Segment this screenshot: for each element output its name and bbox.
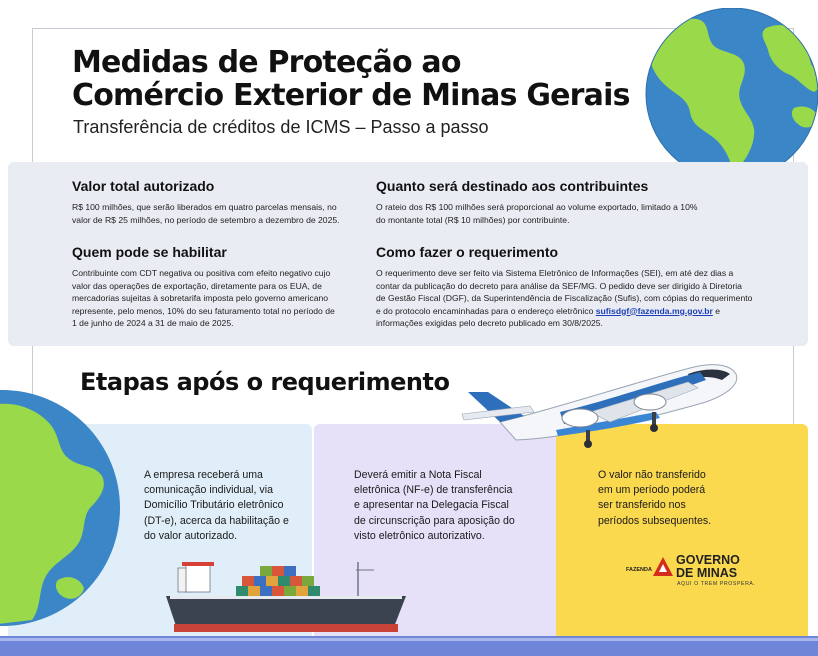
step-2-text: Deverá emitir a Nota Fiscal eletrônica (NF-e) de transferência e apresentar na Delegacia Fiscal de circunscrição para aposição do visto eletrônico autorizativo. <box>354 469 515 542</box>
logo-name: GOVERNO DE MINAS <box>676 553 740 580</box>
step-card-3 <box>556 424 808 640</box>
steps-title: Etapas após o requerimento <box>80 368 450 396</box>
page-title: Medidas de Proteção ao Comércio Exterior de Minas Gerais <box>72 45 630 113</box>
step-3-text: O valor não transferido em um período poderá ser transferido nos períodos subsequentes. <box>598 469 712 527</box>
logo-tagline: AQUI O TREM PROSPERA. <box>677 581 756 587</box>
step-1-text: A empresa receberá uma comunicação individual, via Domicílio Tributário eletrônico (DT-e), acerca da habilitação e do valor autorizado. <box>144 469 289 542</box>
page-subtitle: Transferência de créditos de ICMS – Passo a passo <box>73 117 489 137</box>
info-quem-pode-text: Contribuinte com CDT negativa ou positiva com efeito negativo cujo valor das operações de exportação, diretamente para os EUA, de mercadorias sujeitas à sobretarifa imposta pelo governo americano represente, pelo menos, 10% do seu faturamento total no período de 1 de junho de 2024 a 31 de maio de 2025. <box>72 268 335 328</box>
logo-triangle-icon <box>652 556 674 578</box>
globe-left-icon <box>0 384 122 634</box>
info-como-fazer-text: O requerimento deve ser feito via Sistema Eletrônico de Informações (SEI), em até dez dias a contar da publicação do decreto para análise da SEF/MG. O pedido deve ser dirigido à Diretoria de Gestão Fiscal (DGF), da Superintendência de Fiscalização (Sufis), com cópias do requerimento e do protocolo encaminhadas para o endereço eletrônico sufisdgf@fazenda.mg.gov.br e informações exigidas pelo decreto publicado em 30/8/2025. <box>376 268 753 328</box>
airplane-icon <box>460 352 750 452</box>
governo-de-minas-logo <box>626 552 776 592</box>
sea-wave-line <box>0 638 818 641</box>
info-quem-pode-heading: Quem pode se habilitar <box>72 244 227 260</box>
info-valor-total-text: R$ 100 milhões, que serão liberados em quatro parcelas mensais, no valor de R$ 25 milhões, no período de setembro a dezembro de 2025. <box>72 202 340 225</box>
globe-top-right-icon <box>644 8 818 186</box>
cargo-ship-icon <box>160 560 410 642</box>
info-destinacao-heading: Quanto será destinado aos contribuintes <box>376 178 649 194</box>
info-valor-total-heading: Valor total autorizado <box>72 178 215 194</box>
info-destinacao-text: O rateio dos R$ 100 milhões será proporcional ao volume exportado, limitado a 10% do montante total (R$ 10 milhões) por contribuinte. <box>376 202 698 225</box>
info-como-fazer-heading: Como fazer o requerimento <box>376 244 559 260</box>
info-panel <box>8 162 808 346</box>
info-destinacao <box>376 178 776 226</box>
email-link[interactable]: sufisdgf@fazenda.mg.gov.br <box>595 305 713 316</box>
info-como-fazer <box>376 244 796 330</box>
info-quem-pode <box>72 244 362 330</box>
logo-fazenda-label: FAZENDA <box>626 567 652 573</box>
info-valor-total <box>72 178 362 226</box>
